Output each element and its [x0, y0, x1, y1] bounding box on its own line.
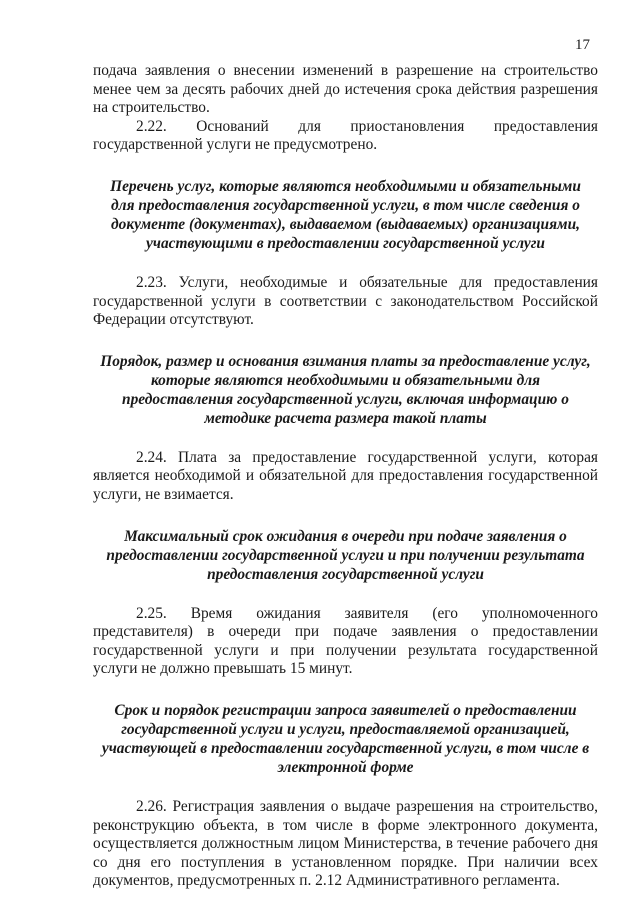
paragraph-2-26: 2.26. Регистрация заявления о выдаче разрешения на строительство, реконструкцию объекта, в том числе в форме электронного документа, осуществляется должностным лицом Министерства, в течение рабочего дня со дня его поступления в установленном порядке. При наличии всех документов, предусмотренных п. 2.12 Административного регламента.: [93, 797, 598, 890]
paragraph-2-23: 2.23. Услуги, необходимые и обязательные для предоставления государственной услуги в соответствии с законодательством Российской Федерации отсутствуют.: [93, 273, 598, 329]
section-heading-necessary-services: Перечень услуг, которые являются необходимыми и обязательными для предоставления государственной услуги, в том числе сведения о документе (документах), выдаваемом (выдаваемых) организациями, участвующими в предоставлении государственной услуги: [110, 177, 581, 252]
spacer: [93, 155, 598, 177]
spacer: [93, 777, 598, 798]
section-heading-waiting-time: Максимальный срок ожидания в очереди при подаче заявления о предоставлении государственной услуги и при получении результата предоставления государственной услуги: [106, 527, 585, 583]
spacer: [93, 505, 598, 527]
page-content: [93, 62, 598, 891]
spacer: [93, 584, 598, 605]
section-heading-fee-procedure: Порядок, размер и основания взимания платы за предоставление услуг, которые являются необходимыми и обязательными для предоставления государственной услуги, включая информацию о методике расчета размера такой платы: [100, 352, 591, 427]
spacer: [93, 679, 598, 701]
spacer: [93, 253, 598, 274]
section-heading-registration: Срок и порядок регистрации запроса заявителей о предоставлении государственной услуги и услуги, предоставляемой организацией, участвующей в предоставлении государственной услуги, в том числе в электронной форме: [101, 701, 590, 776]
paragraph-continuation: подача заявления о внесении изменений в разрешение на строительство менее чем за десять рабочих дней до истечения срока действия разрешения на строительство.: [93, 62, 598, 117]
paragraph-2-24: 2.24. Плата за предоставление государственной услуги, которая является необходимой и обязательной для предоставления государственной услуги, не взимается.: [93, 448, 598, 503]
spacer: [93, 330, 598, 352]
spacer: [93, 428, 598, 449]
page-number: 17: [575, 37, 590, 53]
paragraph-2-25: 2.25. Время ожидания заявителя (его уполномоченного представителя) в очереди при подаче заявления о предоставлении государственной услуги и при получении результата государственной услуги не должно превышать 15 минут.: [93, 604, 598, 678]
paragraph-2-22: 2.22. Оснований для приостановления предоставления государственной услуги не предусмотрено.: [93, 117, 598, 154]
